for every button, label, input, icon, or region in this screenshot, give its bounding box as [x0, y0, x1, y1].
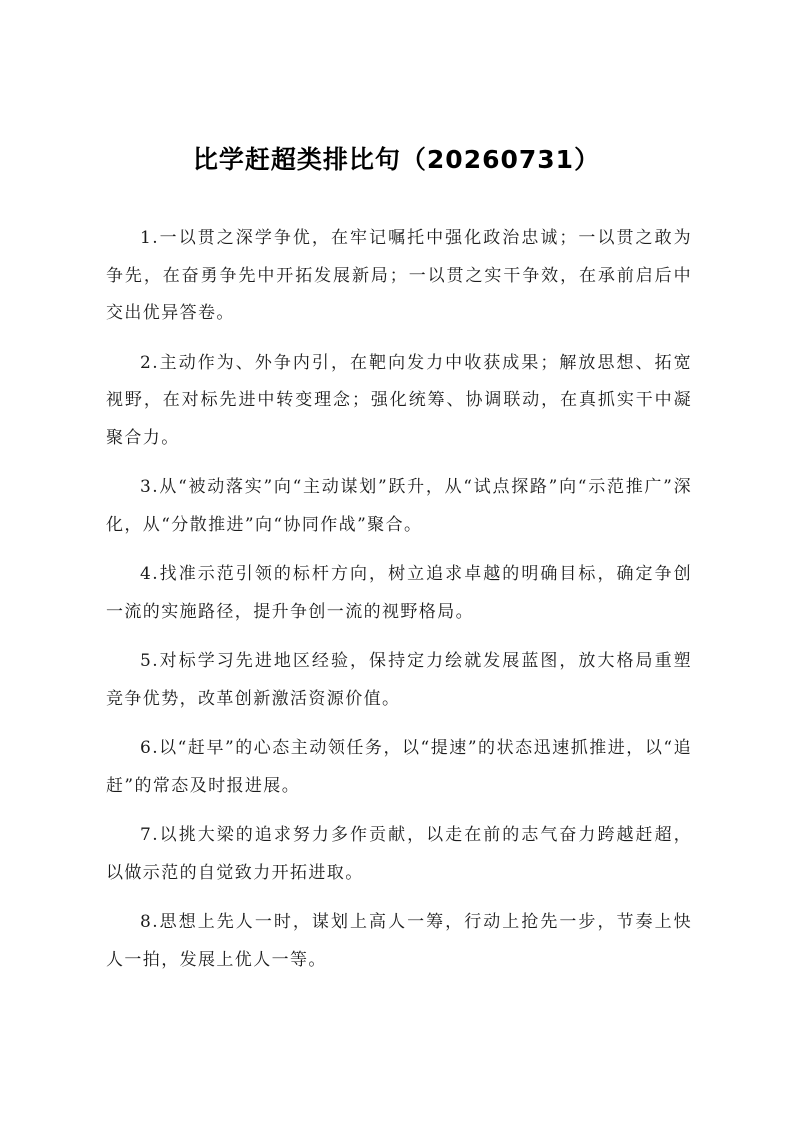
- paragraph-5: 5.对标学习先进地区经验，保持定力绘就发展蓝图，放大格局重塑竞争优势，改革创新激活资源价值。: [106, 651, 692, 709]
- document-body: [106, 220, 692, 991]
- paragraph-6: 6.以“赶早”的心态主动领任务，以“提速”的状态迅速抓推进，以“追赶”的常态及时报进展。: [106, 738, 692, 796]
- paragraph-2: 2.主动作为、外争内引，在靶向发力中收获成果；解放思想、拓宽视野，在对标先进中转变理念；强化统筹、协调联动，在真抓实干中凝聚合力。: [106, 352, 692, 448]
- document-title: 比学赶超类排比句（20260731）: [192, 145, 601, 174]
- paragraph-3: 3.从“被动落实”向“主动谋划”跃升，从“试点探路”向“示范推广”深化，从“分散推进”向“协同作战”聚合。: [106, 477, 692, 535]
- paragraph-4: 4.找准示范引领的标杆方向，树立追求卓越的明确目标，确定争创一流的实施路径，提升争创一流的视野格局。: [106, 564, 692, 622]
- paragraph-1: 1.一以贯之深学争优，在牢记嘱托中强化政治忠诚；一以贯之敢为争先，在奋勇争先中开拓发展新局；一以贯之实干争效，在承前启后中交出优异答卷。: [106, 228, 692, 323]
- paragraph-8: 8.思想上先人一时，谋划上高人一筹，行动上抢先一步，节奏上快人一拍，发展上优人一等。: [106, 912, 692, 970]
- paragraph-7: 7.以挑大梁的追求努力多作贡献，以走在前的志气奋力跨越赶超，以做示范的自觉致力开拓进取。: [106, 825, 692, 883]
